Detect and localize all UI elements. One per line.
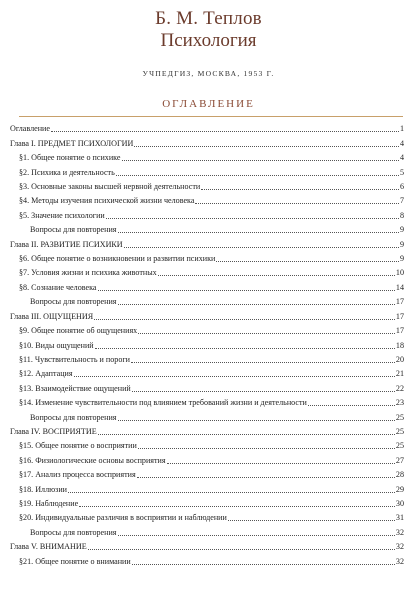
toc-review-entry[interactable] xyxy=(10,222,404,236)
toc-entry-label[interactable]: §10. Виды ощущений xyxy=(19,340,94,350)
toc-page-number: 22 xyxy=(395,383,404,393)
toc-entry-label[interactable]: §19. Наблюдение xyxy=(19,498,79,508)
dot-leader xyxy=(195,203,398,204)
toc-page-number: 32 xyxy=(395,527,404,537)
toc-section-entry[interactable] xyxy=(10,553,404,567)
dot-leader xyxy=(201,189,399,190)
dot-leader xyxy=(118,304,395,305)
toc-page-number: 25 xyxy=(395,412,404,422)
toc-section-entry[interactable] xyxy=(10,150,404,164)
toc-page-number: 4 xyxy=(399,138,404,148)
toc-section-entry[interactable] xyxy=(10,452,404,466)
toc-section-entry[interactable] xyxy=(10,380,404,394)
toc-entry-label[interactable]: Вопросы для повторения xyxy=(30,297,117,307)
toc-page-number: 31 xyxy=(395,513,404,523)
toc-page-number: 6 xyxy=(399,182,404,192)
toc-entry-label[interactable]: §12. Адаптация xyxy=(19,369,73,379)
toc-entry-label[interactable]: Вопросы для повторения xyxy=(30,225,117,235)
table-of-contents xyxy=(10,121,404,568)
toc-entry-label[interactable]: §6. Общее понятие о возникновении и развитии психики xyxy=(19,254,216,264)
dot-leader xyxy=(122,160,399,161)
publisher-line: УЧПЕДГИЗ, МОСКВА, 1953 Г. xyxy=(142,69,275,78)
toc-chapter-entry[interactable] xyxy=(10,308,404,322)
dot-leader xyxy=(94,319,395,320)
dot-leader xyxy=(106,218,399,219)
dot-leader xyxy=(79,506,395,507)
toc-page-number: 17 xyxy=(395,297,404,307)
toc-page-number: 30 xyxy=(395,498,404,508)
toc-entry-label[interactable]: §8. Сознание человека xyxy=(19,282,97,292)
toc-page-number: 17 xyxy=(395,311,404,321)
toc-section-entry[interactable] xyxy=(10,193,404,207)
toc-section-entry[interactable] xyxy=(10,496,404,510)
dot-leader xyxy=(228,520,395,521)
toc-section-entry[interactable] xyxy=(10,366,404,380)
toc-page-number: 29 xyxy=(395,484,404,494)
toc-page-number: 14 xyxy=(395,282,404,292)
toc-page-number: 20 xyxy=(395,354,404,364)
toc-page-number: 17 xyxy=(395,326,404,336)
dot-leader xyxy=(118,420,395,421)
toc-section-entry[interactable] xyxy=(10,395,404,409)
toc-section-entry[interactable] xyxy=(10,279,404,293)
dot-leader xyxy=(132,391,395,392)
dot-leader xyxy=(167,463,395,464)
dot-leader xyxy=(138,448,395,449)
toc-page-number: 5 xyxy=(399,167,404,177)
toc-page-number: 18 xyxy=(395,340,404,350)
dot-leader xyxy=(158,275,395,276)
toc-page-number: 27 xyxy=(395,455,404,465)
toc-page-number: 7 xyxy=(399,196,404,206)
toc-entry-label[interactable]: §5. Значение психологии xyxy=(19,210,105,220)
toc-entry-label[interactable]: §18. Иллюзии xyxy=(19,484,68,494)
toc-entry-label[interactable]: §3. Основные законы высшей нервной деятельности xyxy=(19,182,201,192)
toc-section-entry[interactable] xyxy=(10,467,404,481)
toc-entry-label[interactable]: Вопросы для повторения xyxy=(30,527,117,537)
toc-section-entry[interactable] xyxy=(10,481,404,495)
toc-section-entry[interactable] xyxy=(10,438,404,452)
dot-leader xyxy=(131,362,395,363)
toc-entry-label[interactable]: §17. Анализ процесса восприятия xyxy=(19,470,136,480)
toc-section-entry[interactable] xyxy=(10,265,404,279)
toc-page-number: 4 xyxy=(399,153,404,163)
dot-leader xyxy=(116,175,399,176)
dot-leader xyxy=(138,333,395,334)
dot-leader xyxy=(118,535,395,536)
toc-page-number: 9 xyxy=(399,239,404,249)
toc-entry-label[interactable]: §2. Психика и деятельность xyxy=(19,167,115,177)
toc-section-entry[interactable] xyxy=(10,510,404,524)
heading-divider xyxy=(19,116,403,117)
dot-leader xyxy=(98,434,395,435)
toc-entry-label[interactable]: §21. Общее понятие о внимании xyxy=(19,556,131,566)
toc-entry-label[interactable]: §9. Общее понятие об ощущениях xyxy=(19,326,138,336)
toc-review-entry[interactable] xyxy=(10,524,404,538)
dot-leader xyxy=(74,376,395,377)
dot-leader xyxy=(88,549,395,550)
toc-page-number: 28 xyxy=(395,470,404,480)
toc-entry-label[interactable]: §14. Изменение чувствительности под влиянием требований жизни и деятельности xyxy=(19,398,307,408)
dot-leader xyxy=(216,261,399,262)
toc-chapter-entry[interactable] xyxy=(10,236,404,250)
toc-section-entry[interactable] xyxy=(10,337,404,351)
toc-entry-label[interactable]: §20. Индивидуальные различия в восприятии и наблюдении xyxy=(19,513,227,523)
toc-page-number: 9 xyxy=(399,254,404,264)
dot-leader xyxy=(68,492,395,493)
toc-entry-label[interactable]: Глава IV. ВОСПРИЯТИЕ xyxy=(10,426,97,436)
toc-page-number: 1 xyxy=(399,124,404,134)
toc-page-number: 9 xyxy=(399,225,404,235)
toc-chapter-entry[interactable] xyxy=(10,539,404,553)
toc-entry-label[interactable]: §4. Методы изучения психической жизни человека xyxy=(19,196,195,206)
toc-page-number: 10 xyxy=(395,268,404,278)
toc-heading: ОГЛАВЛЕНИЕ xyxy=(162,98,255,110)
toc-review-entry[interactable] xyxy=(10,294,404,308)
toc-entry-label[interactable]: §1. Общее понятие о психике xyxy=(19,153,121,163)
toc-entry-label[interactable]: Вопросы для повторения xyxy=(30,412,117,422)
toc-page-number: 25 xyxy=(395,441,404,451)
toc-entry-label[interactable]: §7. Условия жизни и психика животных xyxy=(19,268,157,278)
toc-entry-label[interactable]: §15. Общее понятие о восприятии xyxy=(19,441,137,451)
toc-page-number: 21 xyxy=(395,369,404,379)
toc-chapter-entry[interactable] xyxy=(10,135,404,149)
toc-page-number: 23 xyxy=(395,398,404,408)
book-title: Психология xyxy=(160,30,257,51)
toc-entry-label[interactable]: §13. Взаимодействие ощущений xyxy=(19,383,131,393)
author-name: Б. М. Теплов xyxy=(155,8,262,29)
toc-chapter-entry[interactable] xyxy=(10,121,404,135)
toc-section-entry[interactable] xyxy=(10,207,404,221)
dot-leader xyxy=(124,247,399,248)
dot-leader xyxy=(308,405,395,406)
toc-entry-label[interactable]: Глава V. ВНИМАНИЕ xyxy=(10,542,87,552)
dot-leader xyxy=(98,290,395,291)
toc-entry-label[interactable]: §16. Физиологические основы восприятия xyxy=(19,455,166,465)
dot-leader xyxy=(118,232,399,233)
toc-entry-label[interactable]: Глава II. РАЗВИТИЕ ПСИХИКИ xyxy=(10,239,123,249)
toc-page-number: 32 xyxy=(395,556,404,566)
toc-entry-label[interactable]: Оглавление xyxy=(10,124,50,134)
toc-section-entry[interactable] xyxy=(10,352,404,366)
toc-section-entry[interactable] xyxy=(10,251,404,265)
toc-entry-label[interactable]: Глава I. ПРЕДМЕТ ПСИХОЛОГИИ xyxy=(10,138,134,148)
toc-entry-label[interactable]: §11. Чувствительность и пороги xyxy=(19,354,131,364)
dot-leader xyxy=(95,348,395,349)
toc-chapter-entry[interactable] xyxy=(10,424,404,438)
toc-page-number: 32 xyxy=(395,542,404,552)
toc-section-entry[interactable] xyxy=(10,323,404,337)
dot-leader xyxy=(134,146,399,147)
toc-entry-label[interactable]: Глава III. ОЩУЩЕНИЯ xyxy=(10,311,94,321)
dot-leader xyxy=(51,131,399,132)
toc-review-entry[interactable] xyxy=(10,409,404,423)
toc-section-entry[interactable] xyxy=(10,164,404,178)
toc-page-number: 8 xyxy=(399,210,404,220)
toc-section-entry[interactable] xyxy=(10,179,404,193)
dot-leader xyxy=(137,477,395,478)
dot-leader xyxy=(132,564,395,565)
toc-page-number: 25 xyxy=(395,426,404,436)
